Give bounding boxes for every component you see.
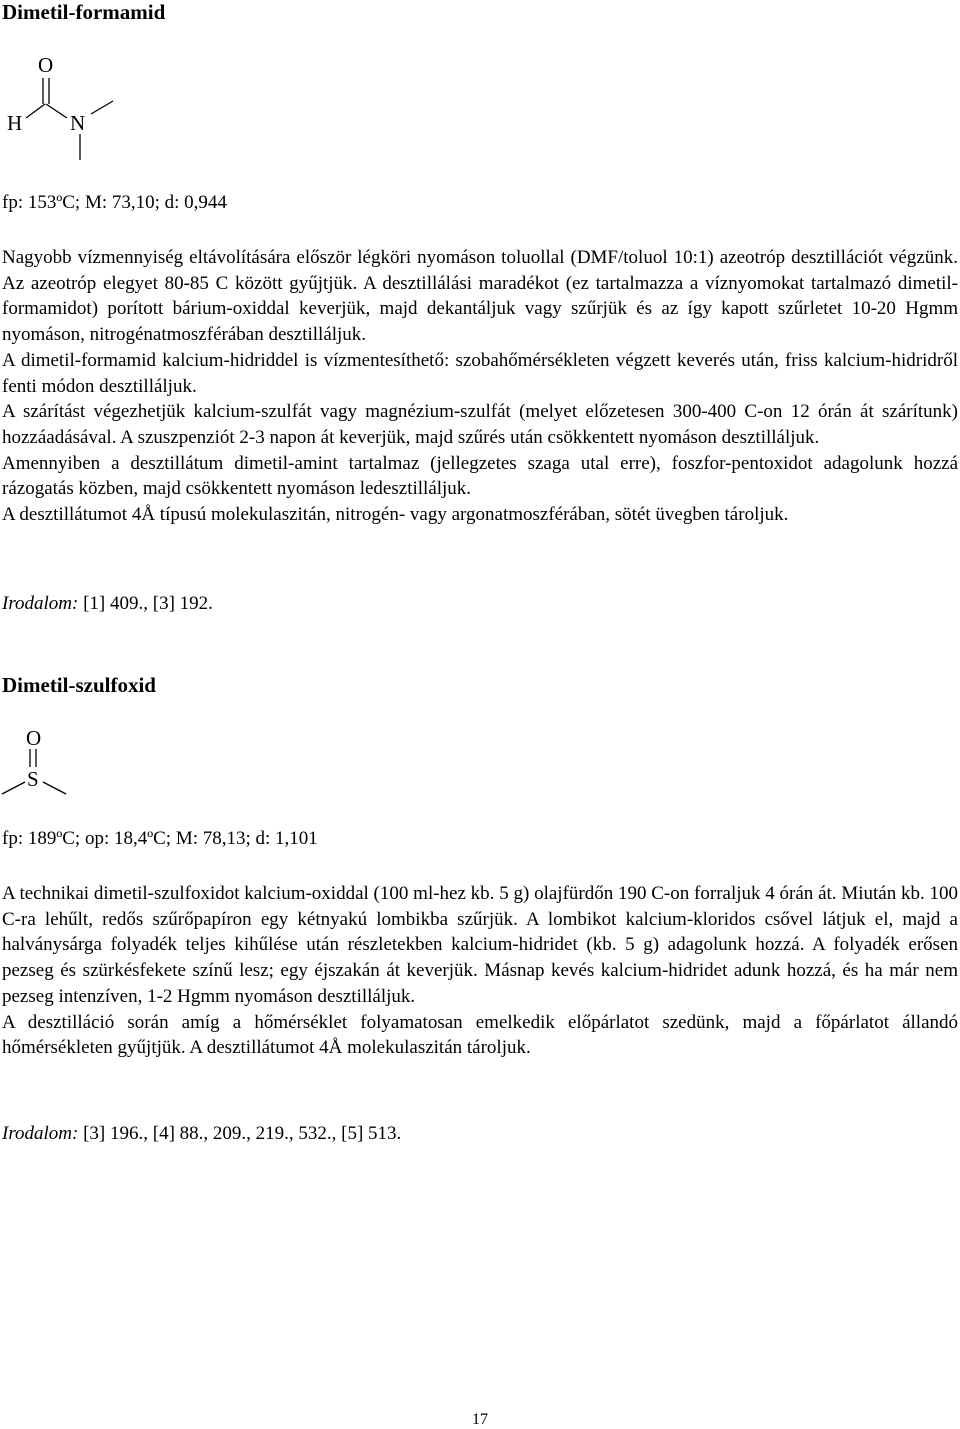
- dmso-paragraph-1: A technikai dimetil-szulfoxidot kalcium-oxiddal (100 ml-hez kb. 5 g) olajfürdőn 190 C-on forraljuk 4 órán át. Miután kb. 100 C-ra lehűlt, redős szűrőpapíron egy kétnyakú lombikba szűrjük. A lombikot kalcium-kloridos csővel látjuk el, majd a halványsárga folyadék teljes kihűlése után részletekben kalcium-hidridet (kb. 5 g) adagolunk hozzá. A folyadék erősen pezseg és szürkésfekete színű lesz; egy éjszakán át keverjük. Másnap kevés kalcium-hidridet adunk hozzá, és ha már nem pezseg intenzíven, 1-2 Hgmm nyomáson desztilláljuk.: [2, 883, 958, 1007]
- section-title-dmso: Dimetil-szulfoxid: [2, 673, 156, 697]
- dmso-properties: fp: 189ºC; op: 18,4ºC; M: 78,13; d: 1,101: [2, 828, 318, 849]
- dmso-description: [2, 881, 958, 1061]
- atom-nitrogen: N: [70, 111, 86, 135]
- page-number: 17: [472, 1411, 488, 1428]
- dmf-paragraph-5: A desztillátumot 4Å típusú molekulaszitán, nitrogén- vagy argonatmoszférában, sötét üvegben tároljuk.: [2, 504, 789, 526]
- dmf-paragraph-4: Amennyiben a desztillátum dimetil-amint tartalmaz (jellegzetes szaga utal erre), foszfor-pentoxidot adagolunk hozzá rázogatás közben, majd csökkentett nyomáson ledesztilláljuk.: [2, 452, 958, 500]
- atom-hydrogen: H: [7, 111, 23, 135]
- section-title-dmf: Dimetil-formamid: [2, 0, 166, 24]
- bond-s-methyl-2: [43, 782, 66, 794]
- literature-label: Irodalom:: [2, 593, 79, 614]
- dmf-literature: [2, 592, 213, 616]
- dmf-description: [2, 245, 958, 528]
- dmso-literature: [2, 1122, 401, 1146]
- bond-h-c: [26, 104, 45, 118]
- literature-label: Irodalom:: [2, 1123, 79, 1144]
- atom-oxygen: O: [38, 53, 54, 77]
- atom-oxygen: O: [26, 726, 42, 750]
- dmso-paragraph-2: A desztilláció során amíg a hőmérséklet folyamatosan emelkedik előpárlatot szedünk, majd a főpárlatot állandó hőmérsékleten gyűjtjük. A desztillátumot 4Å molekulaszitán tároljuk.: [2, 1011, 958, 1059]
- dmso-structure-diagram: [0, 724, 80, 800]
- dmf-properties: fp: 153ºC; M: 73,10; d: 0,944: [2, 192, 227, 213]
- dmf-paragraph-3: A szárítást végezhetjük kalcium-szulfát vagy magnézium-szulfát (melyet előzetesen 300-400 C-on 12 órán át szárítunk) hozzáadásával. A szuszpenziót 2-3 napon át keverjük, majd szűrés után csökkentett nyomáson desztilláljuk.: [2, 401, 958, 448]
- atom-sulfur: S: [27, 767, 39, 791]
- bond-s-methyl-1: [2, 782, 25, 794]
- dmf-structure-diagram: [0, 48, 130, 164]
- literature-refs: [1] 409., [3] 192.: [83, 593, 213, 614]
- dmf-paragraph-2: A dimetil-formamid kalcium-hidriddel is vízmentesíthető: szobahőmérsékleten végzett keverés után, friss kalcium-hidridről fenti módon desztilláljuk.: [2, 349, 958, 397]
- literature-refs: [3] 196., [4] 88., 209., 219., 532., [5] 513.: [83, 1123, 402, 1144]
- dmf-paragraph-1: Nagyobb vízmennyiség eltávolítására először légköri nyomáson toluollal (DMF/toluol 10:1) azeotróp desztillációt végzünk. Az azeotróp elegyet 80-85 C között gyűjtjük. A desztillálási maradékot (ez tartalmazza a víznyomokat tartalmazó dimetil-formamidot) porított bárium-oxiddal keverjük, majd dekantáljuk vagy szűrjük és az így kapott szűrletet 10-20 Hgmm nyomáson, nitrogénatmoszférában desztilláljuk.: [2, 247, 958, 346]
- bond-c-n: [46, 104, 67, 118]
- bond-n-methyl-1: [91, 101, 113, 114]
